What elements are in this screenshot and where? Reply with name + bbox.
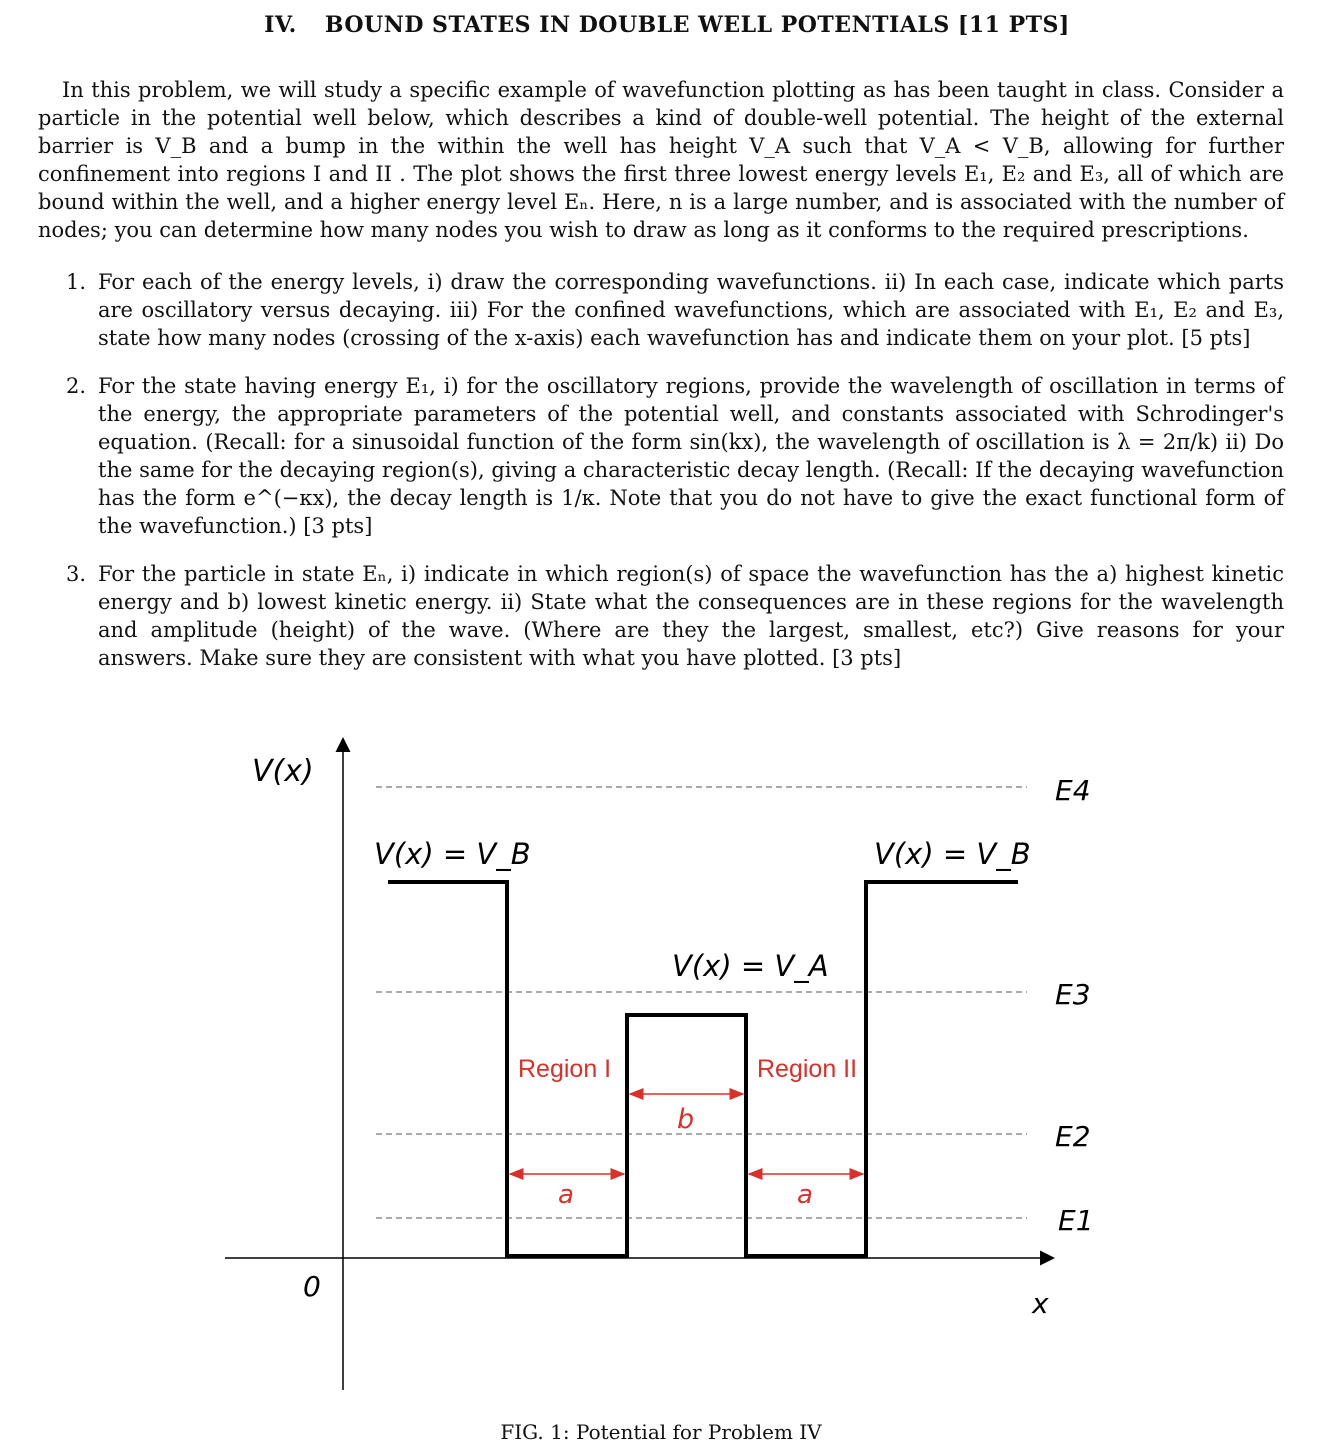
question-number: 2.: [66, 374, 87, 398]
question-text: For the state having energy E₁, i) for the oscillatory regions, provide the wavelength of oscillation in terms of the energy, the appropriate parameters of the potential well, and constants associated with Schrodinger's equation. (Recall: for a sinusoidal function of the form sin(kx), the wavelength of oscillation is λ = 2π/k) ii) Do the same for the decaying region(s), giving a characteristic decay length. (Recall: If the decaying wavefunction has the form e^(−κx), the decay length is 1/κ. Note that you do not have to give the exact functional form of the wavefunction.) [3 pts]: [98, 374, 1284, 538]
potential-curve: [388, 882, 1018, 1256]
width-a-right-label: a: [797, 1180, 813, 1210]
left-barrier-label: V(x) = V_B: [374, 837, 531, 871]
question-item: [66, 560, 1284, 672]
section-number: IV.: [264, 12, 297, 38]
width-a-left-label: a: [558, 1180, 574, 1210]
region-1-label: Region I: [518, 1055, 612, 1083]
bump-label: V(x) = V_A: [672, 949, 829, 983]
question-list: [66, 268, 1284, 692]
intro-paragraph: In this problem, we will study a specific example of wavefunction plotting as has been taught in class. Consider a particle in the potential well below, which describes a kind of double-well potential. The height of the external barrier is V_B and a bump in the within the well has height V_A such that V_A < V_B, allowing for further confinement into regions I and II . The plot shows the first three lowest energy levels E₁, E₂ and E₃, all of which are bound within the well, and a higher energy level Eₙ. Here, n is a large number, and is associated with the number of nodes; you can determine how many nodes you wish to draw as long as it conforms to the required prescriptions.: [38, 78, 1284, 242]
y-axis-label: V(x): [252, 754, 314, 789]
x-axis-label: x: [1032, 1287, 1049, 1320]
energy-label-e1: E1: [1058, 1204, 1094, 1237]
energy-label-e4: E4: [1055, 774, 1091, 807]
figure-caption: FIG. 1: Potential for Problem IV: [500, 1420, 822, 1444]
energy-label-e2: E2: [1055, 1120, 1091, 1153]
question-number: 3.: [66, 562, 87, 586]
potential-diagram: [0, 730, 1334, 1410]
width-b-label: b: [677, 1104, 695, 1135]
question-text: For each of the energy levels, i) draw the corresponding wavefunctions. ii) In each case, indicate which parts are oscillatory versus decaying. iii) For the confined wavefunctions, which are associated with E₁, E₂ and E₃, state how many nodes (crossing of the x-axis) each wavefunction has and indicate them on your plot. [5 pts]: [98, 270, 1284, 350]
section-title: BOUND STATES IN DOUBLE WELL POTENTIALS [11 PTS]: [324, 12, 1070, 38]
right-barrier-label: V(x) = V_B: [874, 837, 1031, 871]
section-heading: [0, 12, 1334, 38]
question-text: For the particle in state Eₙ, i) indicate in which region(s) of space the wavefunction has the a) highest kinetic energy and b) lowest kinetic energy. ii) State what the consequences are in these regions for the wavelength and amplitude (height) of the wave. (Where are they the largest, smallest, etc?) Give reasons for your answers. Make sure they are consistent with what you have plotted. [3 pts]: [98, 562, 1284, 670]
question-item: [66, 268, 1284, 352]
region-2-label: Region II: [757, 1055, 858, 1083]
question-number: 1.: [66, 270, 87, 294]
origin-label: 0: [303, 1270, 321, 1303]
energy-label-e3: E3: [1055, 978, 1091, 1011]
question-item: [66, 372, 1284, 540]
